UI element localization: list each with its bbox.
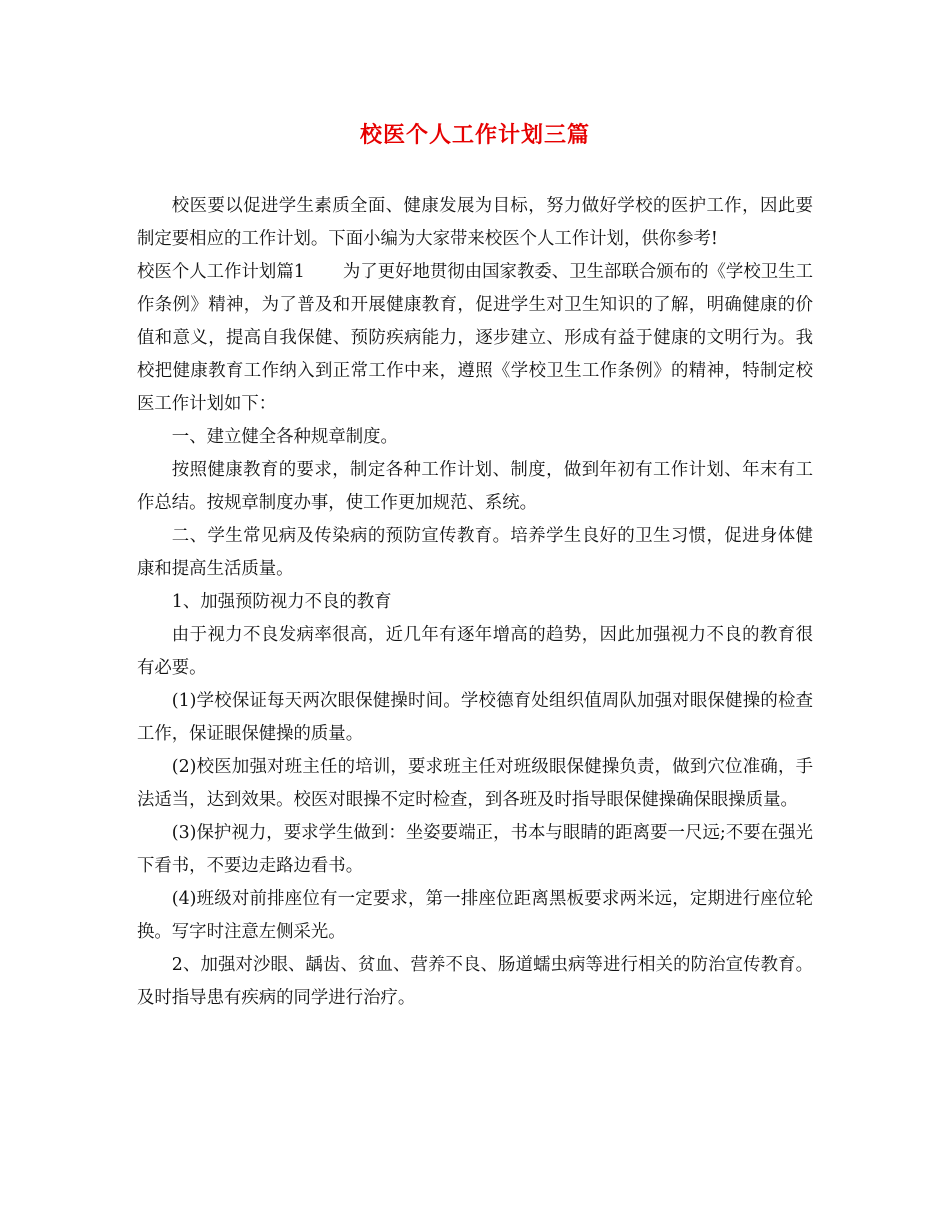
section1-intro: 为了更好地贯彻由国家教委、卫生部联合颁布的《学校卫生工作条例》精神，为了普及和开展健康教育，促进学生对卫生知识的了解，明确健康的价值和意义，提高自我保健、预防疾病能力，逐步建立、形成有益于健康的文明行为。我校把健康教育工作纳入到正常工作中来，遵照《学校卫生工作条例》的精神，特制定校医工作计划如下： (137, 262, 813, 414)
document-body (137, 190, 813, 1015)
section1-paragraph (137, 256, 813, 421)
paragraph-vision-heading: 1、加强预防视力不良的教育 (171, 592, 392, 612)
paragraph-item-2: (2)校医加强对班主任的培训，要求班主任对班级眼保健操负责，做到穴位准确，手法适当，达到效果。校医对眼操不定时检查，到各班及时指导眼保健操确保眼操质量。 (137, 757, 813, 810)
document-title: 校医个人工作计划三篇 (359, 122, 590, 148)
paragraph-item-3: (3)保护视力，要求学生做到：坐姿要端正，书本与眼睛的距离要一尺远;不要在强光下看书，不要边走路边看书。 (137, 823, 813, 876)
paragraph-rules-heading: 一、建立健全各种规章制度。 (171, 427, 398, 447)
paragraph-vision-body: 由于视力不良发病率很高，近几年有逐年增高的趋势，因此加强视力不良的教育很有必要。 (137, 625, 813, 678)
paragraph-item-1: (1)学校保证每天两次眼保健操时间。学校德育处组织值周队加强对眼保健操的检查工作，保证眼保健操的质量。 (137, 691, 813, 744)
paragraph-disease-heading: 二、学生常见病及传染病的预防宣传教育。培养学生良好的卫生习惯，促进身体健康和提高生活质量。 (137, 526, 813, 579)
paragraph-rules-body: 按照健康教育的要求，制定各种工作计划、制度，做到年初有工作计划、年末有工作总结。按规章制度办事，使工作更加规范、系统。 (137, 460, 813, 513)
intro-paragraph: 校医要以促进学生素质全面、健康发展为目标，努力做好学校的医护工作，因此要制定要相应的工作计划。下面小编为大家带来校医个人工作计划，供你参考! (137, 196, 813, 249)
paragraph-other-diseases: 2、加强对沙眼、龋齿、贫血、营养不良、肠道蠕虫病等进行相关的防治宣传教育。及时指导患有疾病的同学进行治疗。 (137, 955, 813, 1008)
section1-heading: 校医个人工作计划篇1 (137, 262, 305, 282)
paragraph-item-4: (4)班级对前排座位有一定要求，第一排座位距离黑板要求两米远，定期进行座位轮换。写字时注意左侧采光。 (137, 889, 813, 942)
